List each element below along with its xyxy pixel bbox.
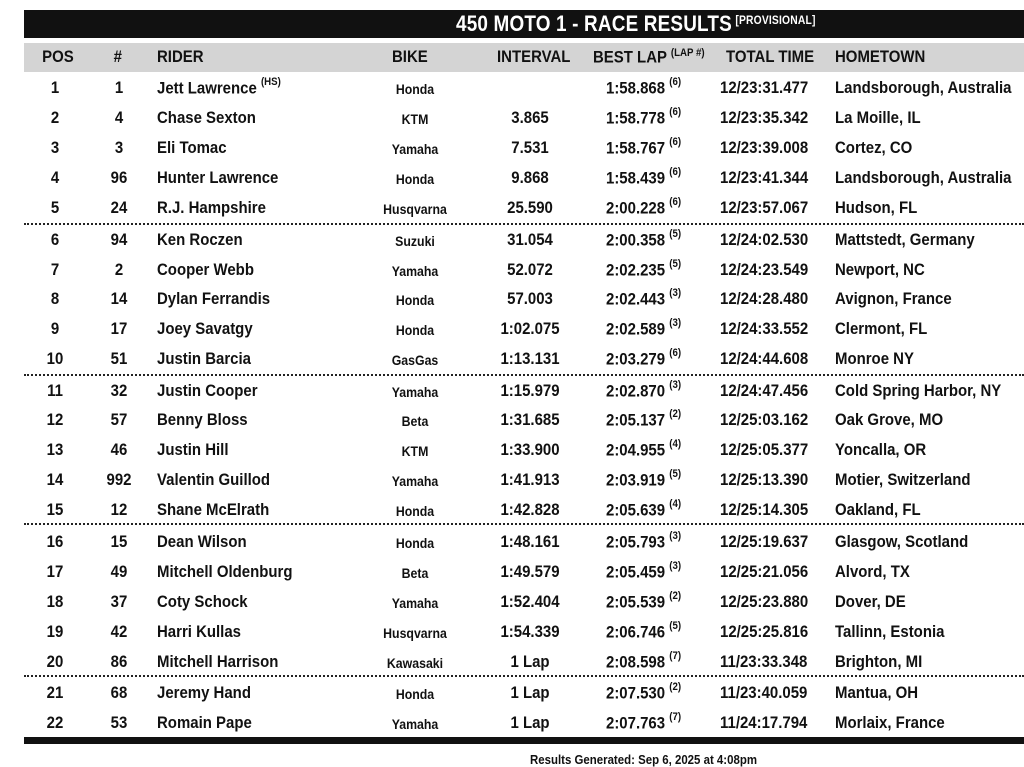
cell-number: 51 xyxy=(110,349,128,368)
best-lap-number: (6) xyxy=(669,136,682,148)
cell-bike: Yamaha xyxy=(391,473,439,489)
cell-rider: Jett Lawrence $^{(HS)}$ xyxy=(157,76,281,98)
cell-interval: 1 Lap xyxy=(510,713,550,732)
header-hometown: HOMETOWN xyxy=(835,47,926,66)
cell-total-time: 12/24:47.456 xyxy=(720,381,809,400)
cell-hometown: Yoncalla, OR xyxy=(835,440,927,459)
cell-total-time: 12/24:28.480 xyxy=(720,289,809,308)
cell-pos: 20 xyxy=(46,652,64,671)
best-lap-number: (5) xyxy=(669,228,682,240)
cell-pos: 8 xyxy=(50,289,60,308)
cell-rider: Cooper Webb xyxy=(157,260,254,279)
cell-pos: 15 xyxy=(46,500,64,519)
cell-total-time: 12/24:23.549 xyxy=(720,260,809,279)
cell-total-time: 12/25:03.162 xyxy=(720,410,809,429)
best-lap-number: (6) xyxy=(669,76,682,88)
cell-rider: Chase Sexton xyxy=(157,108,256,127)
cell-number: 94 xyxy=(110,230,128,249)
cell-rider: Hunter Lawrence xyxy=(157,168,279,187)
cell-bike: Kawasaki xyxy=(386,655,444,671)
cell-total-time: 12/25:23.880 xyxy=(720,592,809,611)
cell-interval: 1:48.161 xyxy=(500,532,560,551)
cell-pos: 19 xyxy=(46,622,64,641)
cell-hometown: Cold Spring Harbor, NY xyxy=(835,381,1002,400)
cell-rider: Romain Pape xyxy=(157,713,252,732)
cell-rider: Coty Schock xyxy=(157,592,248,611)
cell-pos: 12 xyxy=(46,410,64,429)
cell-rider: Justin Hill xyxy=(157,440,229,459)
header-best-lap: BEST LAP $^{(LAP \#)}$ xyxy=(593,47,705,67)
cell-number: 4 xyxy=(114,108,124,127)
cell-number: 24 xyxy=(110,198,128,217)
cell-best-lap: 2:00.358 $^{(5)}$ xyxy=(606,228,682,250)
cell-best-lap: 2:02.589 $^{(3)}$ xyxy=(606,317,682,339)
cell-interval: 1:52.404 xyxy=(500,592,560,611)
cell-pos: 22 xyxy=(46,713,64,732)
cell-bike: Beta xyxy=(401,413,429,429)
cell-total-time: 12/25:13.390 xyxy=(720,470,809,489)
cell-hometown: Cortez, CO xyxy=(835,138,913,157)
cell-interval: 1:49.579 xyxy=(500,562,560,581)
cell-pos: 21 xyxy=(46,683,64,702)
cell-rider: R.J. Hampshire xyxy=(157,198,266,217)
cell-interval: 7.531 xyxy=(511,138,549,157)
cell-bike: Honda xyxy=(395,686,435,702)
cell-number: 992 xyxy=(106,470,132,489)
cell-best-lap: 1:58.778 $^{(6)}$ xyxy=(606,106,682,128)
cell-pos: 13 xyxy=(46,440,64,459)
cell-bike: KTM xyxy=(401,443,429,459)
best-lap-number: (2) xyxy=(669,681,682,693)
cell-pos: 11 xyxy=(47,381,63,400)
cell-total-time: 12/24:44.608 xyxy=(720,349,809,368)
cell-hometown: Landsborough, Australia xyxy=(835,78,1012,97)
cell-bike: Beta xyxy=(401,565,429,581)
cell-pos: 18 xyxy=(46,592,64,611)
cell-rider: Mitchell Oldenburg xyxy=(157,562,293,581)
cell-pos: 7 xyxy=(50,260,60,279)
cell-rider: Harri Kullas xyxy=(157,622,241,641)
cell-best-lap: 2:05.539 $^{(2)}$ xyxy=(606,590,682,612)
cell-bike: Yamaha xyxy=(391,141,439,157)
cell-rider: Justin Cooper xyxy=(157,381,258,400)
best-lap-number: (3) xyxy=(669,530,682,542)
cell-best-lap: 2:04.955 $^{(4)}$ xyxy=(606,438,682,460)
best-lap-number: (2) xyxy=(669,408,682,420)
cell-total-time: 12/25:14.305 xyxy=(720,500,809,519)
header-rider: RIDER xyxy=(157,47,204,66)
cell-hometown: Morlaix, France xyxy=(835,713,945,732)
header-lap-number: (LAP #) xyxy=(670,47,705,59)
cell-number: 53 xyxy=(110,713,128,732)
group-divider xyxy=(24,523,1024,525)
cell-interval: 1:54.339 xyxy=(500,622,560,641)
group-divider xyxy=(24,223,1024,225)
cell-total-time: 12/25:25.816 xyxy=(720,622,809,641)
cell-total-time: 12/25:19.637 xyxy=(720,532,809,551)
cell-total-time: 11/23:40.059 xyxy=(720,683,808,702)
group-divider xyxy=(24,675,1024,677)
header-interval: INTERVAL xyxy=(497,47,571,66)
cell-total-time: 12/23:41.344 xyxy=(720,168,809,187)
cell-rider: Dean Wilson xyxy=(157,532,247,551)
footer-bar xyxy=(24,737,1024,744)
cell-bike: Honda xyxy=(395,503,435,519)
cell-interval: 1:33.900 xyxy=(500,440,560,459)
cell-interval: 1:02.075 xyxy=(500,319,560,338)
cell-bike: Honda xyxy=(395,322,435,338)
cell-number: 42 xyxy=(110,622,128,641)
best-lap-number: (2) xyxy=(669,590,682,602)
cell-number: 2 xyxy=(114,260,124,279)
cell-best-lap: 2:00.228 $^{(6)}$ xyxy=(606,196,682,218)
cell-best-lap: 2:07.763 $^{(7)}$ xyxy=(606,711,682,733)
cell-pos: 14 xyxy=(46,470,64,489)
cell-number: 57 xyxy=(110,410,128,429)
cell-hometown: Brighton, MI xyxy=(835,652,923,671)
cell-bike: Yamaha xyxy=(391,384,439,400)
best-lap-number: (6) xyxy=(669,106,682,118)
cell-bike: Yamaha xyxy=(391,595,439,611)
cell-best-lap: 1:58.767 $^{(6)}$ xyxy=(606,136,682,158)
cell-rider: Mitchell Harrison xyxy=(157,652,279,671)
cell-total-time: 12/23:39.008 xyxy=(720,138,809,157)
cell-best-lap: 2:02.235 $^{(5)}$ xyxy=(606,258,682,280)
cell-hometown: Oakland, FL xyxy=(835,500,921,519)
cell-bike: Yamaha xyxy=(391,716,439,732)
cell-interval: 1:41.913 xyxy=(500,470,560,489)
cell-pos: 6 xyxy=(50,230,60,249)
cell-pos: 3 xyxy=(50,138,60,157)
cell-number: 17 xyxy=(110,319,128,338)
cell-rider: Justin Barcia xyxy=(157,349,251,368)
best-lap-number: (4) xyxy=(669,498,682,510)
cell-hometown: Glasgow, Scotland xyxy=(835,532,969,551)
cell-pos: 16 xyxy=(46,532,64,551)
cell-best-lap: 2:06.746 $^{(5)}$ xyxy=(606,620,682,642)
cell-bike: Honda xyxy=(395,81,435,97)
cell-bike: Suzuki xyxy=(395,233,435,249)
cell-total-time: 12/23:35.342 xyxy=(720,108,809,127)
provisional-tag: [PROVISIONAL] xyxy=(735,13,816,27)
header-pos: POS xyxy=(42,47,74,66)
cell-best-lap: 1:58.868 $^{(6)}$ xyxy=(606,76,682,98)
cell-hometown: Landsborough, Australia xyxy=(835,168,1012,187)
cell-total-time: 12/25:05.377 xyxy=(720,440,809,459)
cell-number: 15 xyxy=(110,532,128,551)
cell-number: 37 xyxy=(110,592,128,611)
cell-interval: 1 Lap xyxy=(510,652,550,671)
cell-total-time: 11/23:33.348 xyxy=(720,652,808,671)
cell-number: 32 xyxy=(110,381,128,400)
cell-hometown: La Moille, IL xyxy=(835,108,921,127)
cell-interval: 1:42.828 xyxy=(500,500,560,519)
cell-interval: 1:15.979 xyxy=(500,381,560,400)
cell-pos: 17 xyxy=(46,562,64,581)
cell-number: 49 xyxy=(110,562,128,581)
cell-number: 1 xyxy=(114,78,124,97)
cell-pos: 2 xyxy=(50,108,60,127)
best-lap-number: (6) xyxy=(669,196,682,208)
cell-hometown: Dover, DE xyxy=(835,592,906,611)
cell-pos: 4 xyxy=(50,168,60,187)
best-lap-number: (3) xyxy=(669,560,682,572)
cell-rider: Benny Bloss xyxy=(157,410,248,429)
cell-hometown: Mattstedt, Germany xyxy=(835,230,975,249)
cell-rider: Joey Savatgy xyxy=(157,319,253,338)
cell-interval: 1 Lap xyxy=(510,683,550,702)
cell-number: 14 xyxy=(110,289,128,308)
page-title: 450 MOTO 1 - RACE RESULTS [PROVISIONAL] xyxy=(456,11,816,36)
header-total-time: TOTAL TIME xyxy=(726,47,815,66)
cell-best-lap: 2:05.459 $^{(3)}$ xyxy=(606,560,682,582)
cell-interval: 9.868 xyxy=(511,168,549,187)
cell-rider: Dylan Ferrandis xyxy=(157,289,271,308)
cell-pos: 5 xyxy=(50,198,60,217)
best-lap-number: (4) xyxy=(669,438,682,450)
cell-number: 96 xyxy=(110,168,128,187)
cell-total-time: 12/25:21.056 xyxy=(720,562,809,581)
cell-rider: Shane McElrath xyxy=(157,500,270,519)
cell-pos: 10 xyxy=(46,349,64,368)
cell-interval: 25.590 xyxy=(507,198,553,217)
cell-best-lap: 2:07.530 $^{(2)}$ xyxy=(606,681,682,703)
cell-rider: Jeremy Hand xyxy=(157,683,251,702)
cell-rider: Ken Roczen xyxy=(157,230,243,249)
cell-hometown: Oak Grove, MO xyxy=(835,410,944,429)
cell-number: 86 xyxy=(110,652,128,671)
cell-pos: 9 xyxy=(50,319,60,338)
best-lap-number: (3) xyxy=(669,317,682,329)
cell-hometown: Clermont, FL xyxy=(835,319,928,338)
header-bike: BIKE xyxy=(392,47,428,66)
cell-interval: 1:31.685 xyxy=(500,410,560,429)
cell-hometown: Avignon, France xyxy=(835,289,952,308)
results-generated-note: Results Generated: Sep 6, 2025 at 4:08pm xyxy=(530,752,757,767)
cell-interval: 52.072 xyxy=(507,260,553,279)
cell-hometown: Monroe NY xyxy=(835,349,914,368)
cell-best-lap: 2:05.793 $^{(3)}$ xyxy=(606,530,682,552)
cell-total-time: 12/24:02.530 xyxy=(720,230,809,249)
cell-bike: Husqvarna xyxy=(383,625,447,641)
cell-best-lap: 2:03.919 $^{(5)}$ xyxy=(606,468,682,490)
cell-hometown: Hudson, FL xyxy=(835,198,918,217)
cell-total-time: 11/24:17.794 xyxy=(720,713,808,732)
cell-rider: Eli Tomac xyxy=(157,138,227,157)
cell-best-lap: 2:05.137 $^{(2)}$ xyxy=(606,408,682,430)
cell-number: 12 xyxy=(110,500,128,519)
cell-bike: Yamaha xyxy=(391,263,439,279)
best-lap-number: (3) xyxy=(669,287,682,299)
cell-best-lap: 2:05.639 $^{(4)}$ xyxy=(606,498,682,520)
best-lap-number: (5) xyxy=(669,468,682,480)
cell-rider: Valentin Guillod xyxy=(157,470,271,489)
group-divider xyxy=(24,374,1024,376)
cell-best-lap: 1:58.439 $^{(6)}$ xyxy=(606,166,682,188)
best-lap-number: (3) xyxy=(669,379,682,391)
cell-interval: 3.865 xyxy=(511,108,549,127)
cell-total-time: 12/23:31.477 xyxy=(720,78,809,97)
cell-bike: Honda xyxy=(395,292,435,308)
cell-total-time: 12/23:57.067 xyxy=(720,198,809,217)
best-lap-number: (5) xyxy=(669,258,682,270)
cell-number: 68 xyxy=(110,683,128,702)
cell-number: 46 xyxy=(110,440,128,459)
cell-bike: Honda xyxy=(395,171,435,187)
cell-hometown: Newport, NC xyxy=(835,260,925,279)
cell-hometown: Motier, Switzerland xyxy=(835,470,971,489)
best-lap-number: (6) xyxy=(669,166,682,178)
cell-interval: 31.054 xyxy=(507,230,553,249)
best-lap-number: (5) xyxy=(669,620,682,632)
cell-interval: 57.003 xyxy=(507,289,553,308)
cell-bike: Husqvarna xyxy=(383,201,447,217)
cell-pos: 1 xyxy=(50,78,60,97)
cell-best-lap: 2:02.443 $^{(3)}$ xyxy=(606,287,682,309)
cell-hometown: Alvord, TX xyxy=(835,562,910,581)
cell-hometown: Mantua, OH xyxy=(835,683,919,702)
cell-number: 3 xyxy=(114,138,124,157)
cell-best-lap: 2:03.279 $^{(6)}$ xyxy=(606,347,682,369)
best-lap-number: (7) xyxy=(669,711,682,723)
cell-bike: KTM xyxy=(401,111,429,127)
best-lap-number: (6) xyxy=(669,347,682,359)
cell-bike: Honda xyxy=(395,535,435,551)
cell-total-time: 12/24:33.552 xyxy=(720,319,809,338)
rider-note: (HS) xyxy=(260,76,281,88)
cell-bike: GasGas xyxy=(391,352,439,368)
cell-interval: 1:13.131 xyxy=(500,349,560,368)
cell-best-lap: 2:08.598 $^{(7)}$ xyxy=(606,650,682,672)
best-lap-number: (7) xyxy=(669,650,682,662)
cell-hometown: Tallinn, Estonia xyxy=(835,622,945,641)
cell-best-lap: 2:02.870 $^{(3)}$ xyxy=(606,379,682,401)
header-number: # xyxy=(113,47,122,66)
